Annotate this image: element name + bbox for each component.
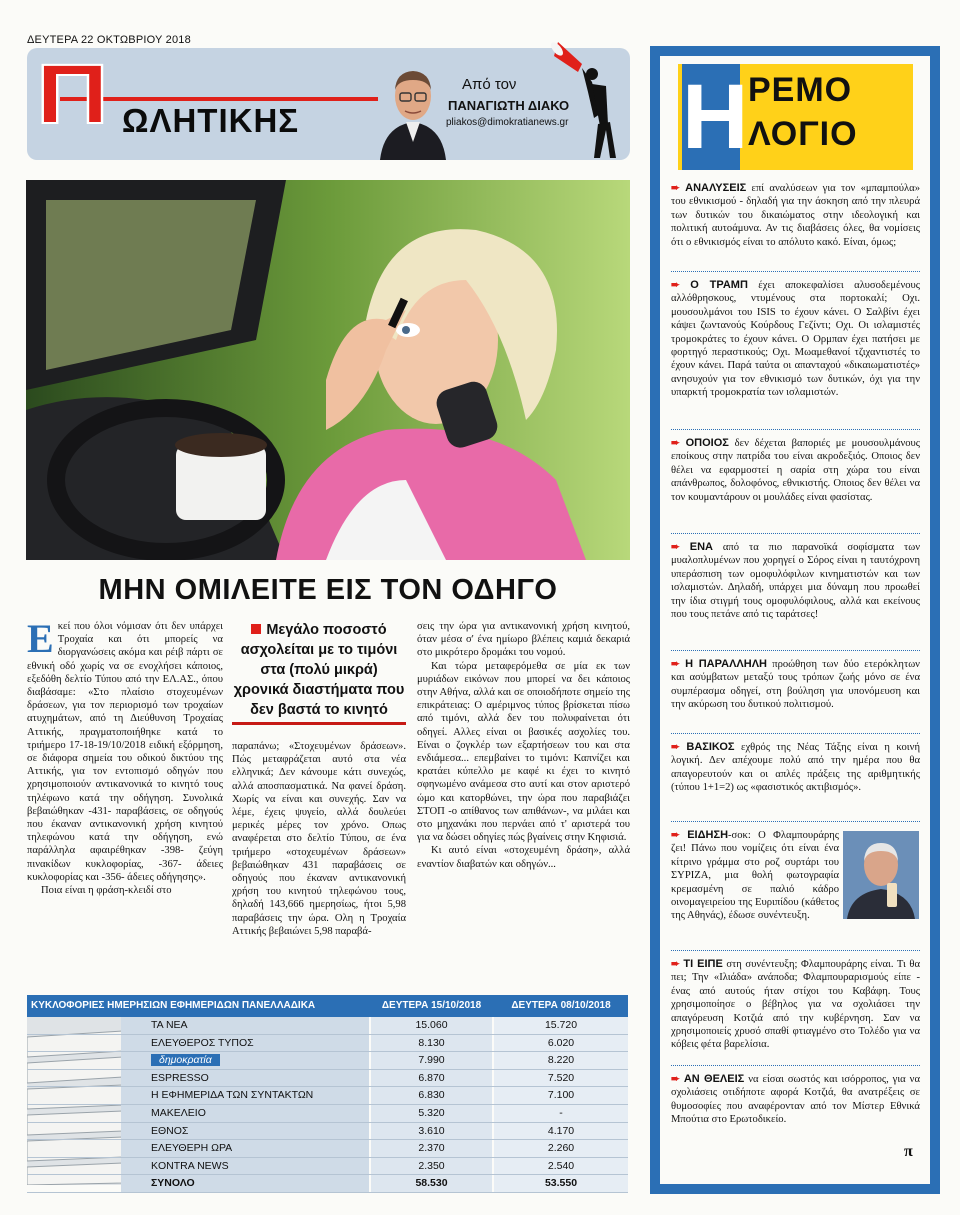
diary-item-keyword: ΤΙ ΕΙΠΕ [683, 958, 723, 970]
value-1: 7.990 [371, 1052, 492, 1069]
masthead-red-rule [60, 97, 400, 101]
diary-item-keyword: ΕΝΑ [689, 541, 713, 553]
paper-name: ESPRESSO [121, 1070, 369, 1087]
article-paragraph: σεις την ώρα για αντικανονική χρήση κινητού, όταν μέσα σ' ένα ημίωρο βλέπεις καμιά δεκαριά στο μικρότερο δρομάκι του νομού. [417, 621, 630, 659]
author-email: pliakos@dimokratianews.gr [446, 117, 569, 128]
diary-item [671, 658, 920, 712]
value-1: 6.870 [371, 1070, 492, 1087]
dimokratia-logo: δημοκρατία [151, 1054, 220, 1066]
article-paragraph: παραπάνω; «Στοχευμένων δράσεων». Πώς μεταφράζεται αυτό στα νέα ελληνικά; Δεν κάνουμε κάτι συνεχώς, αλλά αποσπασματικά. Να φανεί δράση. Χωρίς να είναι και συνεχής. Σαν να λέμε, έχεις ψυγείο, αλλά δουλεύει μερικές μέρες τον χρόνο. Οπως αναφέρεται στο δελτίο Τύπου, σε ένα τριήμερο «στοχευμένων δράσεων» βεβαιώθηκαν 431 παραβάσεις σε οδηγούς που έκαναν αντικανονική χρήση του κινητού τηλεφώνου τους, δηλαδή 143,666 ημερησίως, ήτοι 5,98 παραβάσεις την ώρα. Ολη η Τροχαία Αττικής βεβαιώνει 5,98 παραβά- [232, 741, 406, 937]
article-column-1 [27, 616, 223, 897]
value-1: 2.350 [371, 1158, 492, 1175]
paper-name: ΕΛΕΥΘΕΡΟΣ ΤΥΠΟΣ [121, 1035, 369, 1052]
value-1: 5.320 [371, 1105, 492, 1122]
value-2: 2.540 [494, 1158, 628, 1175]
table-row [27, 1158, 628, 1176]
table-row [27, 1105, 628, 1123]
value-1: 6.830 [371, 1087, 492, 1104]
value-2: 8.220 [494, 1052, 628, 1069]
value-2: 2.260 [494, 1140, 628, 1157]
table-row [27, 1052, 628, 1070]
value-1: 58.530 [371, 1175, 492, 1192]
paper-name: Η ΕΦΗΜΕΡΙΔΑ ΤΩΝ ΣΥΝΤΑΚΤΩΝ [121, 1087, 369, 1104]
diary-item-keyword: ΕΙΔΗΣΗ [687, 829, 729, 841]
author-from-label: Από τον [462, 76, 517, 93]
arrow-icon: ➨ [671, 1074, 684, 1085]
article-paragraph: κεί που όλοι νόμισαν ότι δεν υπάρχει Τροχαία και ότι μπορείς να διοργανώσεις ακόμα και ρέιβ πάρτι σε εθνική οδό χωρίς να σε ενοχλήσει κάποιος, εξεδόθη δελτίο Τύπου από την ΕΛ.ΑΣ., όπου διαβάσαμε: «Στο πλαίσιο στοχευμένων δράσεων, για τον περιορισμό των τροχαίων ατυχημάτων, από τη Διεύθυνση Τροχαίας Αττικής, πραγματοποιήθηκε κατά το τριήμερο 17-18-19/10/2018 ειδική εξόρμηση, σε διάφορα σημεία του οδικού δικτύου της Αττικής, για τον εντοπισμό οδηγών που χρησιμοποιούν αντικανονικά το κινητό τους τηλέφωνο κατά την οδήγηση. Συνολικά βεβαιώθηκαν -431- παραβάσεις, σε οδηγούς που έκαναν αντικανονική χρήση κινητού τηλεφώνου κατά την οδήγηση, ενώ παράλληλα αφαιρέθηκαν -398- ζεύγη πινακίδων κυκλοφορίας, -367- άδειες κυκλοφορίας και -356- άδειες οδήγησης». [27, 621, 223, 883]
arrow-icon: ➨ [671, 659, 686, 670]
diary-item-text: δεν δέχεται βαποριές με μουσουλμάνους εποίκους στην πατρίδα του είναι ακροδεξιός. Οποιος δεν θέλει να εφαρμοστεί η σαρία στη χώρα του είναι απάνθρωπος, δολοφόνος, εθνικιστής. Οποιος δεν θέλει να τον κουμαντάρουν οι μουλάδες είναι φασίστας. [671, 438, 920, 503]
diary-item [671, 437, 920, 504]
circulation-table [27, 995, 628, 1193]
article-column-2 [232, 740, 406, 938]
value-2: 15.720 [494, 1017, 628, 1034]
paper-name [121, 1052, 369, 1069]
circulation-table-header [27, 995, 628, 1017]
table-row [27, 1140, 628, 1158]
masthead-title-rest: ΩΛΗΤΙΚΗΣ [122, 102, 300, 139]
diary-item-text: επί αναλύσεων για τον «μπαμπούλα» του εθνικισμού - δηλαδή για την άσκηση από την πλευρά των δυτικών του δικαιώματος στην ιδεολογική και πολιτική αυτοάμυνα. Αν τις διαβάσεις όλες, θα νομίσεις ότι ο εθνικισμός είναι το απόλυτο κακό. Είναι, όμως; [671, 183, 921, 248]
diary-item-text: -σοκ: Ο Φλαμπουράρης ζει! Πάνω που νομίζεις ότι είναι ένα κίτρινο γράμμα στο ροζ συρτάρι του ΣΥΡΙΖΑ, μια θολή φωτογραφία κρεμασμένη σε παλιό κάδρο οινομαγειρείου της Ευριπίδου (κάθετος της Αθηνάς), έδωσε συνέντευξη. [671, 830, 840, 922]
diary-item [671, 279, 920, 400]
diary-separator [671, 533, 920, 535]
diary-separator [671, 429, 920, 431]
flambouraris-photo [843, 831, 919, 919]
article-photo [26, 180, 630, 560]
diary-item-text: εχθρός της Νέας Τάξης είναι η κοινή λογική. Δεν απέχουμε πολύ από την ημέρα που θα απαγορευτούν και οι απλές πράξεις της αριθμητικής (τύπου 1+1=2) ως «φασιστικός ακτιβισμός». [671, 742, 920, 794]
diary-item [671, 182, 920, 249]
article-paragraph: Κι αυτό είναι «στοχευμένη δράση», αλλά εναντίον διαβατών και οδηγών... [417, 845, 630, 870]
table-row [27, 1070, 628, 1088]
arrow-icon: ➨ [671, 542, 690, 553]
diary-separator [671, 950, 920, 952]
value-2: 7.520 [494, 1070, 628, 1087]
arrow-icon: ➨ [671, 438, 686, 449]
page-mark: π [904, 1143, 913, 1160]
diary-item-text: να είσαι σωστός και ισόρροπος, για να σχολιάσεις οτιδήποτε αφορά Κοτζιά, θα ανατρέξεις σε θυμοσοφίες που αναφέρονταν από τον Μίστερ Εθνικά Μπούτια στο Ερωτοδικείο. [671, 1074, 921, 1126]
diary-item-keyword: Ο ΤΡΑΜΠ [690, 279, 748, 291]
paper-name: ΕΛΕΥΘΕΡΗ ΩΡΑ [121, 1140, 369, 1157]
diary-item-text: στη συνέντευξη; Φλαμπουράρης είναι. Τι θα πει; Την «Ιλιάδα» ανάποδα; Φλαμπουραρισμούς είπε - ένας από αυτούς ήταν στίχοι του Καβάφη. Τους χρησιμοποίησε ο βέβηλος για να σχολιάσει την απαγόρευση Κοτζιά από την κυβέρνηση. Σαν να χρησιμοποιείς χρυσό σπαθί φτιαγμένο στο Τολέδο για να κόβεις φέτα βαρελίσια. [671, 959, 920, 1051]
pull-quote-text: Μεγάλο ποσοστό ασχολείται με το τιμόνι στα (πολύ μικρά) χρονικά διαστήματα που δεν βαστά το κινητό [233, 622, 405, 718]
author-name: ΠΑΝΑΓΙΩΤΗ ΔΙΑΚΟ [448, 98, 570, 113]
arrow-icon: ➨ [671, 280, 691, 291]
diary-item-text: έχει αποκεφαλίσει αλυσοδεμένους αλλόθρησκους, ντυμένους στα πορτοκαλί; Οχι. μουσουλμάνοι του ISIS το έχουν κάνει. Ο Σαλβίνι έχει κάψει ζωντανούς Κούρδους Γεζίντι; Οχι. Οι ισλαμιστές τρομοκράτες το έχουν κάνει. Ο Ορμπαν έχει πατήσει με φορτηγό περαστικούς; Οχι. Μωαμεθανοί τζιχαντιστές το έχουν κάνει. Παρά ταύτα οι απανταχού «δικαιωματιστές» ανησυχούν για τον εθνικισμό των δυτικών, όχι για την υπαρκτή τρομοκρατία των ισλαμιστών. [671, 280, 920, 399]
diary-separator [671, 650, 920, 652]
diary-separator [671, 271, 920, 273]
diary-item-keyword: ΑΝ ΘΕΛΕΙΣ [683, 1073, 745, 1085]
diary-item [671, 958, 920, 1052]
diary-item [671, 541, 920, 621]
megaphone-figure-icon [548, 34, 628, 162]
diary-banner-word-2: ΛΟΓΙΟ [748, 115, 858, 153]
paper-name: ΤΑ ΝΕΑ [121, 1017, 369, 1034]
value-1: 3.610 [371, 1123, 492, 1140]
author-photo [378, 56, 448, 160]
circulation-title: ΚΥΚΛΟΦΟΡΙΕΣ ΗΜΕΡΗΣΙΩΝ ΕΦΗΜΕΡΙΔΩΝ ΠΑΝΕΛΛΑΔΙΚΑ [31, 1000, 316, 1011]
article-paragraph: Ποια είναι η φράση-κλειδί στο [41, 885, 172, 897]
arrow-icon: ➨ [671, 830, 688, 841]
article-paragraph: Και τώρα μεταφερόμεθα σε μία εκ των μυριάδων εικόνων που μπορεί να δει κάποιος στην Αθήνα, αλλά και σε οποιοδήποτε σημείο της επικράτειας: Ο αμέριμνος τύπος βρίσκεται πίσω από τιμόνι, αλλά δεν του πολυφαίνεται ότι οδηγεί. Αλλες είναι οι βασικές ασχολίες του. Είναι ο ζογκλέρ των εξαρτήσεων του και στα ενδιάμεσα... επεμβαίνει το τιμόνι: Καπνίζει και κρατάει κύπελλο με καφέ κι έχει το κινητό σφηνωμένο ανάμεσα στο αυτί και στον αριστερό ώμο και κατορθώνει, την ώρα που παραβιάζει ΣΤΟΠ -ο απίθανος των απιθάνων-, να μιλάει και στο μηχανάκι που περνάει από τ' αριστερά του για να δώσει οδηγίες πώς βγαίνεις στην Κηφισιά. [417, 660, 630, 844]
diary-item-keyword: ΒΑΣΙΚΟΣ [686, 741, 735, 753]
red-square-icon [251, 624, 261, 634]
value-1: 2.370 [371, 1140, 492, 1157]
pull-quote [232, 620, 406, 720]
diary-separator [671, 1065, 920, 1067]
arrow-icon: ➨ [671, 959, 684, 970]
diary-item-keyword: ΑΝΑΛΥΣΕΙΣ [685, 182, 747, 194]
article-headline: ΜΗΝ ΟΜΙΛΕΙΤΕ ΕΙΣ ΤΟΝ ΟΔΗΓΟ [98, 574, 558, 606]
masthead-big-letter: Π [36, 47, 109, 141]
diary-item-keyword: ΟΠΟΙΟΣ [685, 437, 729, 449]
diary-item [671, 741, 920, 795]
diary-item-text: από τα πιο παρανοϊκά σοφίσματα των μυαλοπλυμένων που χορηγεί ο Σόρος είναι η ταυτόχρονη υπεράσπιση των ομοφυλόφιλων κινηματιστών και των ισλαμιστών. Δηλαδή, υπάρχει μια δύναμη που προωθεί την ίδια στιγμή τους ομοφυλόφιλους, αλλά και εκείνους που τους πετάνε από τις ταράτσες! [671, 542, 920, 621]
paper-name: KONTRA NEWS [121, 1158, 369, 1175]
diary-separator [671, 821, 920, 823]
diary-item-keyword: Η ΠΑΡΑΛΛΗΛΗ [685, 658, 767, 670]
diary-banner-word-1: ΡΕΜΟ [748, 71, 853, 109]
diary-separator [671, 733, 920, 735]
pull-quote-rule [232, 722, 406, 725]
table-row [27, 1087, 628, 1105]
value-2: - [494, 1105, 628, 1122]
arrow-icon: ➨ [671, 742, 687, 753]
table-row [27, 1017, 628, 1035]
table-row [27, 1035, 628, 1053]
drop-cap: Ε [27, 616, 54, 661]
diary-banner-letter: Η [682, 66, 749, 168]
circulation-col2-header: ΔΕΥΤΕΡΑ 08/10/2018 [511, 1000, 611, 1011]
diary-item [671, 829, 839, 923]
value-2: 4.170 [494, 1123, 628, 1140]
value-2: 7.100 [494, 1087, 628, 1104]
arrow-icon: ➨ [671, 183, 686, 194]
diary-item-text: προώθηση των δύο ετερόκλητων και ασύμβατων μεταξύ τους τρόπων ζωής μόνο σε ένα συμπέρασμα οδηγεί, στη βούληση για υπονόμευση και την ακύρωση του δυτικού πολιτισμού. [671, 659, 920, 711]
paper-name: ΕΘΝΟΣ [121, 1123, 369, 1140]
article-column-3 [417, 620, 630, 871]
circulation-col1-header: ΔΕΥΤΕΡΑ 15/10/2018 [381, 1000, 482, 1011]
diary-item [671, 1073, 920, 1127]
paper-name: ΜΑΚΕΛΕΙΟ [121, 1105, 369, 1122]
table-row [27, 1123, 628, 1141]
value-1: 8.130 [371, 1035, 492, 1052]
table-row-total [27, 1175, 628, 1193]
value-2: 53.550 [494, 1175, 628, 1192]
value-1: 15.060 [371, 1017, 492, 1034]
paper-name: ΣΥΝΟΛΟ [121, 1175, 369, 1192]
value-2: 6.020 [494, 1035, 628, 1052]
issue-date: ΔΕΥΤΕΡΑ 22 ΟΚΤΩΒΡΙΟΥ 2018 [27, 34, 191, 46]
